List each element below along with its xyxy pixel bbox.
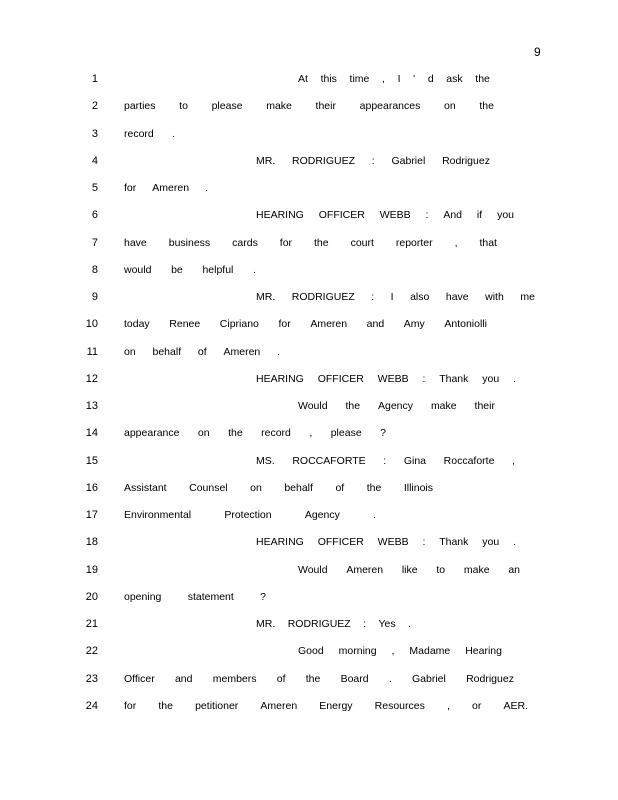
line-number: 6 — [91, 209, 98, 222]
word: record — [261, 427, 291, 440]
word: : — [422, 372, 426, 385]
word: and — [174, 672, 193, 685]
line-text — [124, 345, 280, 359]
line-text — [124, 672, 514, 686]
word: of — [197, 345, 207, 358]
word: please — [211, 100, 243, 113]
word: , — [454, 236, 458, 249]
transcript-line — [0, 426, 618, 440]
transcript-line — [0, 345, 618, 359]
word: : — [371, 154, 375, 167]
word: : — [425, 209, 429, 222]
line-number: 10 — [85, 318, 98, 331]
word: make — [463, 563, 490, 576]
word: you — [482, 372, 500, 385]
word: Protection — [224, 509, 272, 521]
transcript-line — [0, 317, 618, 331]
word: on — [444, 100, 456, 113]
word: of — [335, 481, 345, 494]
line-text — [298, 644, 502, 658]
line-number: 11 — [86, 345, 98, 358]
word: statement — [187, 590, 234, 603]
line-number: 18 — [85, 536, 98, 549]
word: behalf — [284, 481, 313, 494]
transcript-line — [0, 99, 618, 113]
word: for — [279, 236, 293, 249]
word: Yes — [378, 618, 396, 630]
word: for — [124, 699, 137, 712]
word: business — [168, 236, 211, 249]
word: helpful — [202, 263, 234, 276]
transcript-line — [0, 535, 618, 549]
transcript-line — [0, 290, 618, 304]
word: ROCCAFORTE — [292, 454, 366, 467]
line-text — [256, 208, 514, 222]
word: the — [314, 236, 329, 249]
word: on — [250, 481, 262, 494]
word: appearances — [359, 100, 421, 113]
word: please — [330, 427, 362, 440]
word: . — [277, 345, 280, 358]
word: And — [443, 209, 463, 222]
word: Ameren — [260, 699, 298, 712]
line-text — [298, 399, 495, 413]
line-text — [124, 699, 528, 713]
word: ? — [260, 590, 266, 603]
word: . — [205, 182, 208, 194]
word: Gabriel — [391, 154, 426, 167]
word: today — [124, 318, 150, 331]
line-number: 5 — [91, 182, 98, 194]
word: the — [479, 100, 494, 113]
word: appearance — [124, 427, 180, 440]
line-number: 15 — [85, 454, 98, 467]
transcript-line — [0, 72, 618, 86]
line-text — [298, 72, 490, 86]
word: . — [408, 618, 411, 630]
word: RODRIGUEZ — [287, 618, 351, 630]
word: Agency — [378, 400, 414, 412]
word: MR. — [256, 154, 276, 167]
word: their — [474, 400, 495, 412]
word: MS. — [256, 454, 275, 467]
word: would — [124, 263, 152, 276]
transcript-line — [0, 672, 618, 686]
word: OFFICER — [317, 536, 364, 549]
word: d — [427, 73, 434, 85]
word: Thank — [439, 536, 469, 549]
word: . — [373, 509, 376, 521]
word: Roccaforte — [443, 454, 495, 467]
line-number: 16 — [85, 481, 98, 494]
word: Would — [298, 400, 328, 412]
word: ? — [380, 427, 386, 440]
word: members — [212, 672, 257, 685]
line-text — [124, 181, 208, 195]
word: , — [391, 645, 395, 658]
word: you — [497, 209, 514, 222]
line-number: 21 — [85, 618, 98, 630]
word: . — [253, 263, 256, 276]
word: WEBB — [377, 536, 409, 549]
word: Assistant — [124, 481, 167, 494]
line-number: 2 — [91, 100, 98, 113]
word: opening — [124, 590, 162, 603]
word: for — [124, 182, 137, 194]
word: the — [366, 481, 382, 494]
word: the — [158, 699, 173, 712]
word: reporter — [395, 236, 433, 249]
transcript-line — [0, 590, 618, 604]
line-text — [124, 508, 376, 522]
line-text — [124, 590, 266, 604]
word: Ameren — [346, 563, 384, 576]
transcript-line — [0, 481, 618, 495]
transcript-line — [0, 699, 618, 713]
word: WEBB — [377, 372, 409, 385]
word: : — [422, 536, 426, 549]
line-number: 14 — [85, 427, 98, 440]
word: Ameren — [310, 318, 348, 331]
word: ask — [446, 73, 463, 85]
word: like — [401, 563, 418, 576]
word: you — [482, 536, 500, 549]
word: behalf — [152, 345, 182, 358]
word: Madame — [409, 645, 451, 658]
transcript-line — [0, 563, 618, 577]
word: Ameren — [223, 345, 261, 358]
word: Good — [298, 645, 324, 658]
word: Gina — [403, 454, 427, 467]
word: Thank — [439, 372, 469, 385]
line-number: 23 — [85, 672, 98, 685]
word: Board — [340, 672, 369, 685]
word: be — [171, 263, 183, 276]
word: Ameren — [152, 182, 190, 194]
word: record — [124, 127, 154, 140]
line-number: 17 — [85, 509, 98, 521]
line-text — [256, 535, 516, 549]
word: , — [512, 454, 515, 467]
word: HEARING — [256, 536, 304, 549]
line-number: 4 — [91, 154, 98, 167]
transcript-line — [0, 399, 618, 413]
line-number: 3 — [91, 127, 98, 140]
word: or — [472, 699, 482, 712]
line-text — [124, 317, 487, 331]
transcript-line — [0, 236, 618, 250]
transcript-line — [0, 644, 618, 658]
word: : — [383, 454, 387, 467]
word: WEBB — [379, 209, 411, 222]
word: I — [390, 291, 394, 303]
line-text — [256, 290, 535, 304]
word: petitioner — [195, 699, 239, 712]
line-text — [298, 563, 520, 577]
word: RODRIGUEZ — [292, 154, 356, 167]
transcript-line — [0, 454, 618, 468]
line-text — [256, 372, 516, 386]
word: morning — [338, 645, 377, 658]
line-number: 9 — [91, 291, 98, 303]
word: of — [276, 672, 286, 685]
word: make — [430, 400, 457, 412]
word: Cipriano — [219, 318, 259, 331]
word: have — [445, 291, 469, 303]
word: parties — [124, 100, 156, 113]
word: on — [197, 427, 210, 440]
line-text — [124, 481, 433, 495]
word: with — [485, 291, 504, 303]
word: , — [382, 73, 385, 85]
transcript-line — [0, 181, 618, 195]
word: Gabriel — [412, 672, 446, 685]
word: . — [513, 536, 516, 549]
line-text — [256, 617, 411, 631]
word: this — [320, 73, 337, 85]
word: the — [305, 672, 321, 685]
word: Counsel — [189, 481, 228, 494]
line-text — [124, 426, 386, 440]
line-text — [124, 99, 494, 113]
line-number: 12 — [85, 372, 98, 385]
word: HEARING — [256, 209, 304, 222]
line-text — [124, 236, 497, 250]
word: Illinois — [403, 481, 433, 494]
word: . — [172, 127, 175, 140]
word: Rodriguez — [466, 672, 514, 685]
word: . — [513, 372, 516, 385]
word: Hearing — [465, 645, 502, 658]
word: on — [124, 345, 136, 358]
word: for — [278, 318, 291, 331]
transcript-line — [0, 127, 618, 141]
line-text — [256, 454, 515, 468]
page-number: 9 — [534, 45, 541, 59]
word: the — [345, 400, 361, 412]
line-number: 13 — [85, 400, 98, 412]
word: to — [436, 563, 446, 576]
transcript-line — [0, 263, 618, 277]
word: if — [476, 209, 483, 222]
word: court — [350, 236, 374, 249]
line-number: 19 — [85, 563, 98, 576]
line-text — [124, 127, 175, 141]
word: Would — [298, 563, 328, 576]
word: the — [475, 73, 490, 85]
word: Antoniolli — [444, 318, 487, 331]
word: Energy — [319, 699, 353, 712]
word: Environmental — [124, 509, 192, 521]
word: Rodriguez — [442, 154, 490, 167]
word: also — [410, 291, 430, 303]
word: At — [298, 73, 308, 85]
transcript-line — [0, 208, 618, 222]
word: MR. — [256, 291, 276, 303]
word: make — [266, 100, 292, 113]
line-number: 8 — [91, 263, 98, 276]
word: Amy — [403, 318, 425, 331]
word: time — [349, 73, 370, 85]
line-number: 1 — [91, 73, 98, 85]
word: Renee — [169, 318, 201, 331]
word: : — [371, 291, 375, 303]
line-number: 20 — [85, 590, 98, 603]
word: . — [388, 672, 392, 685]
word: have — [124, 236, 147, 249]
word: HEARING — [256, 372, 304, 385]
word: I — [397, 73, 401, 85]
word: , — [309, 427, 313, 440]
word: an — [508, 563, 520, 576]
transcript-line — [0, 372, 618, 386]
word: , — [446, 699, 450, 712]
word: their — [315, 100, 336, 113]
word: Agency — [304, 509, 340, 521]
word: RODRIGUEZ — [291, 291, 355, 303]
word: cards — [232, 236, 258, 249]
word: Resources — [374, 699, 425, 712]
word: OFFICER — [318, 209, 365, 222]
word: ' — [413, 73, 416, 85]
line-text — [124, 263, 256, 277]
word: OFFICER — [317, 372, 364, 385]
word: that — [479, 236, 497, 249]
word: MR. — [256, 618, 276, 630]
line-number: 24 — [85, 699, 98, 712]
word: to — [179, 100, 188, 113]
transcript-line — [0, 154, 618, 168]
word: AER. — [503, 699, 528, 712]
word: Officer — [124, 672, 155, 685]
word: the — [228, 427, 243, 440]
transcript-line — [0, 508, 618, 522]
word: and — [366, 318, 385, 331]
line-text — [256, 154, 490, 168]
line-number: 22 — [85, 645, 98, 658]
word: me — [520, 291, 535, 303]
transcript-line — [0, 617, 618, 631]
line-number: 7 — [91, 236, 98, 249]
word: : — [363, 618, 367, 630]
